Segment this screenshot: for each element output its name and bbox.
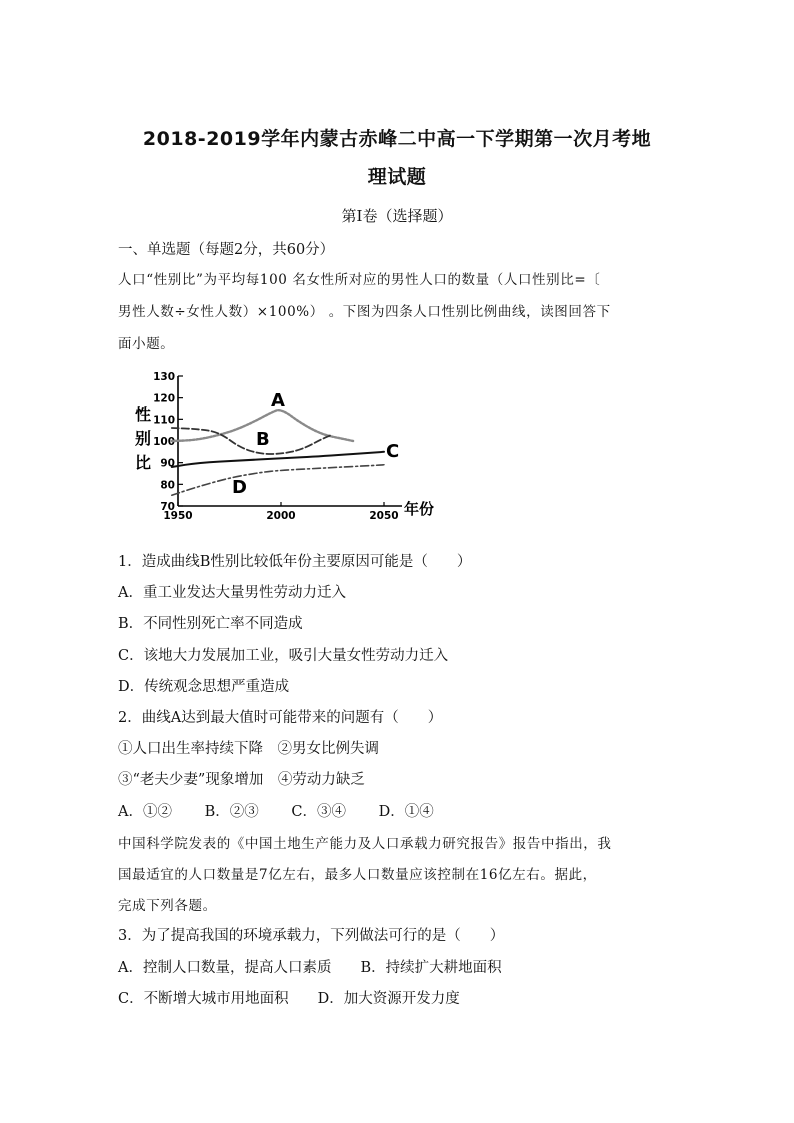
y-tick-label: 120 [153,392,175,405]
intro1-line-3: 面小题。 [118,336,175,352]
x-axis-label: 年份 [404,500,435,518]
y-axis-label-char-3: 比 [135,453,152,472]
q1-option-a: A．重工业发达大量男性劳动力迁入 [118,585,346,601]
series-line-d [172,465,384,495]
q1-option-c: C．该地大力发展加工业，吸引大量女性劳动力迁入 [118,648,449,664]
x-tick-label: 2050 [369,510,399,522]
x-tick-label: 2000 [266,510,296,522]
y-axis-label-char-2: 别 [135,429,152,448]
y-tick-label: 100 [153,436,175,448]
q2-options [118,800,462,821]
q1-stem: 1．造成曲线B性别比较低年份主要原因可能是（ ） [118,554,472,570]
q1-option-b: B．不同性别死亡率不同造成 [118,616,303,632]
y-tick-label: 70 [160,501,175,513]
y-tick-label: 90 [160,457,175,470]
q3-stem: 3．为了提高我国的环境承载力，下列做法可行的是（ ） [118,928,505,944]
exam-title-line-1: 2018-2019学年内蒙古赤峰二中高一下学期第一次月考地 [142,128,652,150]
q2-option-a: A．①② [118,804,172,820]
series-label-a: A [271,390,285,411]
q2-stem: 2．曲线A达到最大值时可能带来的问题有（ ） [118,710,443,726]
q1-option-d: D．传统观念思想严重造成 [118,679,290,695]
series-label-c: C [386,441,400,462]
intro2-line-2: 国最适宜的人口数量是7亿左右，最多人口数量应该控制在16亿左右。据此， [118,867,597,883]
q3-options-line-2: C．不断增大城市用地面积 D．加大资源开发力度 [118,991,460,1007]
sex-ratio-chart [128,366,458,526]
chart-series [172,410,384,495]
y-tick-label: 80 [160,479,175,492]
intro1-line-2: 男性人数÷女性人数）×100%） 。下图为四条人口性别比例曲线，读图回答下 [118,304,611,320]
series-label-b: B [256,429,270,450]
q2-items-line-1: ①人口出生率持续下降 ②男女比例失调 [118,741,379,757]
y-tick-label: 110 [153,414,175,427]
series-label-d: D [232,477,247,498]
intro2-line-1: 中国科学院发表的《中国土地生产能力及人口承载力研究报告》报告中指出，我 [118,836,612,852]
intro2-line-3: 完成下列各题。 [118,898,217,914]
y-axis-label-char-1: 性 [135,405,152,424]
q2-option-b: B．②③ [204,804,259,820]
q2-option-d: D．①④ [378,804,434,820]
x-tick-label: 1950 [163,510,193,522]
part-heading: 一、单选题（每题2分，共60分） [118,242,335,258]
q2-option-c: C．③④ [291,804,346,820]
q2-items-line-2: ③“老夫少妻”现象增加 ④劳动力缺乏 [118,772,365,788]
chart-axes [178,376,402,506]
section-heading: 第I卷（选择题） [341,207,453,225]
intro1-line-1: 人口“性别比”为平均每100 名女性所对应的男性人口的数量（人口性别比=〔 [118,272,601,288]
y-tick-label: 130 [153,371,175,383]
q3-options-line-1: A．控制人口数量，提高人口素质 B．持续扩大耕地面积 [118,960,502,976]
exam-title-line-2: 理试题 [367,166,427,188]
series-line-b [172,428,333,454]
